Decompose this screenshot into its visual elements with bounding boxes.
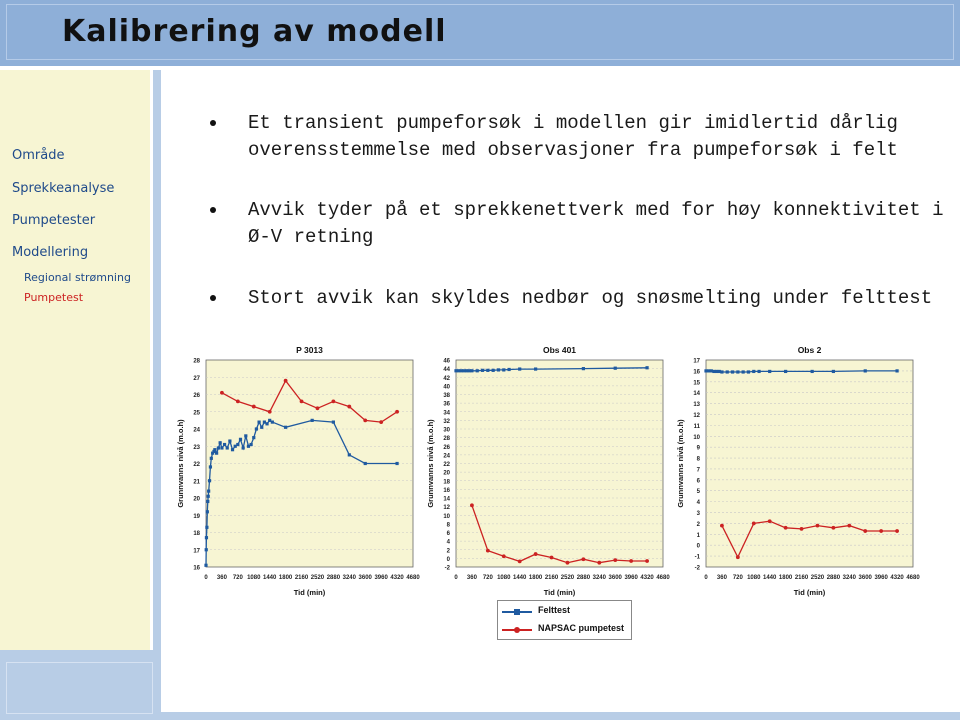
y-tick-label: 7 xyxy=(696,467,700,474)
y-tick-label: 20 xyxy=(193,496,200,503)
bullet-text: Stort avvik kan skyldes nedbør og snøsmelting under felttest xyxy=(248,287,933,309)
data-point-felttest xyxy=(534,367,537,370)
y-tick-label: 20 xyxy=(443,470,450,477)
data-point-felttest xyxy=(348,453,351,456)
y-tick-label: 3 xyxy=(696,511,700,518)
data-point-felttest xyxy=(239,438,242,441)
data-point-felttest xyxy=(215,452,218,455)
data-point-felttest xyxy=(481,369,484,372)
y-tick-label: -1 xyxy=(694,554,700,561)
sidebar-subitem-pumpetest[interactable]: Pumpetest xyxy=(24,291,84,304)
data-point-felttest xyxy=(217,446,220,449)
legend-marker-napsac xyxy=(514,627,520,633)
chart-svg xyxy=(420,340,670,600)
bullet-text: Et transient pumpeforsøk i modellen gir imidlertid dårlig overensstemmelse med observasjoner fra pumpeforsøk i felt xyxy=(248,112,898,161)
data-point-felttest xyxy=(223,443,226,446)
data-point-napsac xyxy=(284,379,288,383)
data-point-felttest xyxy=(395,462,398,465)
y-tick-label: 34 xyxy=(443,410,450,417)
data-point-napsac xyxy=(847,524,851,528)
bullet-icon xyxy=(210,295,216,301)
x-tick-label: 4680 xyxy=(406,575,420,581)
y-tick-label: 0 xyxy=(696,543,700,550)
data-point-felttest xyxy=(614,367,617,370)
data-point-felttest xyxy=(742,370,745,373)
y-tick-label: 13 xyxy=(693,402,700,409)
data-point-felttest xyxy=(757,370,760,373)
x-tick-label: 4320 xyxy=(890,575,904,581)
data-point-felttest xyxy=(207,495,210,498)
data-point-napsac xyxy=(784,526,788,530)
chart-title: Obs 401 xyxy=(542,345,577,355)
data-point-felttest xyxy=(205,536,208,539)
bullet-text: Avvik tyder på et sprekkenettverk med for høy konnektivitet i Ø-V retning xyxy=(248,199,944,248)
y-tick-label: 2 xyxy=(446,548,450,555)
x-tick-label: 1800 xyxy=(278,575,293,581)
data-point-felttest xyxy=(260,426,263,429)
y-tick-label: 42 xyxy=(443,375,450,382)
x-tick-label: 4320 xyxy=(640,575,654,581)
data-point-napsac xyxy=(720,524,724,528)
data-point-felttest xyxy=(582,367,585,370)
x-tick-label: 360 xyxy=(716,575,727,581)
data-point-felttest xyxy=(244,434,247,437)
data-point-napsac xyxy=(379,420,383,424)
x-tick-label: 2160 xyxy=(794,575,809,581)
x-tick-label: 1440 xyxy=(263,575,277,581)
bullet-icon xyxy=(210,120,216,126)
data-point-felttest xyxy=(209,465,212,468)
x-tick-label: 1440 xyxy=(513,575,527,581)
data-point-felttest xyxy=(257,421,260,424)
data-point-napsac xyxy=(236,400,240,404)
data-point-felttest xyxy=(271,421,274,424)
y-tick-label: -2 xyxy=(444,565,450,572)
y-tick-label: 15 xyxy=(693,380,700,387)
data-point-felttest xyxy=(364,462,367,465)
data-point-felttest xyxy=(895,369,898,372)
data-point-felttest xyxy=(486,369,489,372)
data-point-napsac xyxy=(550,556,554,560)
data-point-napsac xyxy=(895,529,899,533)
legend-item-napsac xyxy=(502,622,632,638)
x-tick-label: 0 xyxy=(704,575,708,581)
chart-svg xyxy=(670,340,920,600)
y-tick-label: 10 xyxy=(443,513,450,520)
slide-title: Kalibrering av modell xyxy=(62,14,447,49)
y-tick-label: 26 xyxy=(193,393,200,399)
x-tick-label: 2160 xyxy=(544,575,559,581)
title-bar xyxy=(0,0,960,68)
y-axis-label: Grunnvanns nivå (m.o.h) xyxy=(176,419,185,508)
x-tick-label: 3600 xyxy=(858,575,872,581)
data-point-felttest xyxy=(864,369,867,372)
data-point-napsac xyxy=(613,558,617,562)
y-tick-label: 4 xyxy=(446,539,450,546)
y-tick-label: 2 xyxy=(696,521,700,528)
y-tick-label: 46 xyxy=(443,358,450,365)
data-point-napsac xyxy=(879,529,883,533)
y-tick-label: 17 xyxy=(693,358,700,365)
x-tick-label: 2880 xyxy=(576,575,591,581)
x-tick-label: 720 xyxy=(482,575,493,581)
x-tick-label: 3240 xyxy=(842,575,856,581)
data-point-napsac xyxy=(331,400,335,404)
y-tick-label: 11 xyxy=(693,423,700,430)
data-point-felttest xyxy=(204,564,207,567)
y-axis-label: Grunnvanns nivå (m.o.h) xyxy=(676,419,685,508)
data-point-felttest xyxy=(720,370,723,373)
x-tick-label: 1800 xyxy=(778,575,793,581)
legend-marker-felttest xyxy=(514,609,520,615)
x-axis-label: Tid (min) xyxy=(293,588,326,597)
data-point-napsac xyxy=(736,555,740,559)
y-tick-label: 16 xyxy=(193,565,200,572)
y-tick-label: 6 xyxy=(696,478,700,485)
data-point-felttest xyxy=(228,439,231,442)
data-point-felttest xyxy=(736,370,739,373)
data-point-felttest xyxy=(210,457,213,460)
data-point-felttest xyxy=(220,446,223,449)
sidebar-item-pumpetester[interactable]: Pumpetester xyxy=(12,213,96,228)
x-tick-label: 1800 xyxy=(528,575,543,581)
data-point-felttest xyxy=(255,427,258,430)
data-point-felttest xyxy=(265,422,268,425)
y-tick-label: 10 xyxy=(693,434,700,441)
x-tick-label: 2160 xyxy=(294,575,309,581)
data-point-napsac xyxy=(363,418,367,422)
data-point-napsac xyxy=(816,524,820,528)
chart-p3013 xyxy=(170,340,420,600)
x-tick-label: 3960 xyxy=(374,575,388,581)
x-tick-label: 0 xyxy=(204,575,208,581)
x-tick-label: 2520 xyxy=(560,575,575,581)
chart-obs2 xyxy=(670,340,920,600)
y-tick-label: 19 xyxy=(193,513,200,520)
y-tick-label: 25 xyxy=(193,410,200,417)
x-tick-label: 4680 xyxy=(656,575,670,581)
data-point-napsac xyxy=(800,527,804,531)
data-point-felttest xyxy=(332,421,335,424)
y-tick-label: 8 xyxy=(446,522,450,529)
x-axis-label: Tid (min) xyxy=(543,588,576,597)
y-tick-label: 17 xyxy=(193,548,200,555)
data-point-felttest xyxy=(208,479,211,482)
x-tick-label: 3240 xyxy=(342,575,356,581)
sidebar-item-modellering[interactable]: Modellering xyxy=(12,245,89,260)
y-tick-label: 28 xyxy=(193,358,200,365)
x-tick-label: 4680 xyxy=(906,575,920,581)
y-tick-label: 0 xyxy=(446,556,450,563)
data-point-napsac xyxy=(645,559,649,563)
data-point-felttest xyxy=(213,448,216,451)
sidebar-subitem-regional-stromning[interactable]: Regional strømning xyxy=(24,271,131,284)
data-point-napsac xyxy=(268,410,272,414)
y-tick-label: 22 xyxy=(443,462,450,468)
sidebar-item-sprekkeanalyse[interactable]: Sprekkeanalyse xyxy=(12,181,115,196)
data-point-napsac xyxy=(597,561,601,565)
x-tick-label: 1080 xyxy=(747,575,761,581)
x-tick-label: 2520 xyxy=(810,575,825,581)
x-tick-label: 3960 xyxy=(874,575,888,581)
y-tick-label: 4 xyxy=(696,500,700,507)
data-point-napsac xyxy=(863,529,867,533)
chart-legend xyxy=(497,600,632,640)
y-tick-label: 32 xyxy=(443,418,450,425)
y-tick-label: 16 xyxy=(693,369,700,376)
data-point-napsac xyxy=(486,549,490,553)
data-point-felttest xyxy=(747,370,750,373)
chart-title: P 3013 xyxy=(296,345,323,355)
data-point-napsac xyxy=(502,554,506,558)
y-tick-label: 21 xyxy=(193,479,200,486)
data-point-napsac xyxy=(581,557,585,561)
y-tick-label: -2 xyxy=(694,565,700,572)
y-tick-label: 18 xyxy=(193,531,200,537)
data-point-felttest xyxy=(832,370,835,373)
y-tick-label: 26 xyxy=(443,444,450,451)
data-point-felttest xyxy=(242,446,245,449)
data-point-napsac xyxy=(518,559,522,563)
y-tick-label: 24 xyxy=(443,453,450,460)
data-point-felttest xyxy=(752,370,755,373)
y-tick-label: 24 xyxy=(193,427,200,434)
data-point-felttest xyxy=(645,366,648,369)
x-tick-label: 3600 xyxy=(358,575,372,581)
data-point-felttest xyxy=(507,368,510,371)
y-tick-label: 38 xyxy=(443,393,450,399)
footer-corner-frame xyxy=(6,662,153,714)
x-tick-label: 3240 xyxy=(592,575,606,581)
data-point-felttest xyxy=(492,369,495,372)
sidebar-divider xyxy=(153,70,161,650)
y-tick-label: 23 xyxy=(193,444,200,451)
data-point-felttest xyxy=(205,548,208,551)
chart-obs401 xyxy=(420,340,670,600)
x-tick-label: 2880 xyxy=(826,575,841,581)
bullet-icon xyxy=(210,207,216,213)
data-point-felttest xyxy=(250,443,253,446)
data-point-napsac xyxy=(629,559,633,563)
data-point-felttest xyxy=(252,436,255,439)
data-point-felttest xyxy=(284,426,287,429)
x-tick-label: 360 xyxy=(216,575,227,581)
footer-corner xyxy=(0,650,161,720)
data-point-felttest xyxy=(502,368,505,371)
data-point-napsac xyxy=(300,400,304,404)
data-point-felttest xyxy=(518,367,521,370)
x-tick-label: 0 xyxy=(454,575,458,581)
x-tick-label: 720 xyxy=(732,575,743,581)
y-axis-label: Grunnvanns nivå (m.o.h) xyxy=(426,419,435,508)
data-point-felttest xyxy=(726,370,729,373)
y-tick-label: 8 xyxy=(696,456,700,463)
data-point-felttest xyxy=(206,500,209,503)
legend-item-felttest xyxy=(502,604,632,620)
x-tick-label: 360 xyxy=(466,575,477,581)
y-tick-label: 36 xyxy=(443,401,450,408)
data-point-felttest xyxy=(497,368,500,371)
x-tick-label: 720 xyxy=(232,575,243,581)
x-tick-label: 3600 xyxy=(608,575,622,581)
data-point-felttest xyxy=(768,370,771,373)
y-tick-label: 14 xyxy=(443,496,450,503)
y-tick-label: 12 xyxy=(443,505,450,512)
data-point-felttest xyxy=(784,370,787,373)
legend-label-napsac: NAPSAC pumpetest xyxy=(538,623,625,633)
x-tick-label: 1080 xyxy=(497,575,511,581)
data-point-felttest xyxy=(731,370,734,373)
plot-area xyxy=(706,360,913,567)
data-point-felttest xyxy=(476,369,479,372)
x-tick-label: 3960 xyxy=(624,575,638,581)
y-tick-label: 14 xyxy=(693,391,700,398)
x-tick-label: 1440 xyxy=(763,575,777,581)
data-point-felttest xyxy=(207,490,210,493)
data-point-napsac xyxy=(347,405,351,409)
y-tick-label: 9 xyxy=(696,445,700,452)
y-tick-label: 12 xyxy=(693,412,700,419)
legend-label-felttest: Felttest xyxy=(538,605,571,615)
data-point-felttest xyxy=(219,441,222,444)
y-tick-label: 28 xyxy=(443,436,450,443)
data-point-napsac xyxy=(768,519,772,523)
plot-area xyxy=(456,360,663,567)
sidebar-item-omrade[interactable]: Område xyxy=(12,148,65,163)
chart-title: Obs 2 xyxy=(797,345,822,355)
data-point-napsac xyxy=(534,552,538,556)
chart-svg xyxy=(170,340,420,600)
y-tick-label: 27 xyxy=(193,375,200,382)
data-point-felttest xyxy=(236,443,239,446)
y-tick-label: 6 xyxy=(446,531,450,537)
data-point-felttest xyxy=(231,448,234,451)
data-point-felttest xyxy=(226,446,229,449)
y-tick-label: 30 xyxy=(443,427,450,434)
data-point-felttest xyxy=(811,370,814,373)
data-point-napsac xyxy=(831,526,835,530)
data-point-napsac xyxy=(252,405,256,409)
data-point-felttest xyxy=(311,419,314,422)
data-point-napsac xyxy=(220,391,224,395)
x-tick-label: 1080 xyxy=(247,575,261,581)
y-tick-label: 1 xyxy=(696,532,700,539)
y-tick-label: 5 xyxy=(696,489,700,496)
data-point-napsac xyxy=(395,410,399,414)
x-tick-label: 2880 xyxy=(326,575,341,581)
x-tick-label: 4320 xyxy=(390,575,404,581)
y-tick-label: 40 xyxy=(443,384,450,391)
y-tick-label: 22 xyxy=(193,462,200,468)
data-point-felttest xyxy=(205,526,208,529)
data-point-napsac xyxy=(752,522,756,526)
data-point-napsac xyxy=(316,406,320,410)
data-point-felttest xyxy=(206,510,209,513)
y-tick-label: 18 xyxy=(443,479,450,486)
data-point-felttest xyxy=(470,369,473,372)
footer-strip xyxy=(161,712,960,720)
data-point-napsac xyxy=(566,561,570,565)
sidebar xyxy=(0,70,153,650)
y-tick-label: 44 xyxy=(443,367,450,374)
x-tick-label: 2520 xyxy=(310,575,325,581)
y-tick-label: 16 xyxy=(443,487,450,494)
x-axis-label: Tid (min) xyxy=(793,588,826,597)
data-point-napsac xyxy=(470,503,474,507)
